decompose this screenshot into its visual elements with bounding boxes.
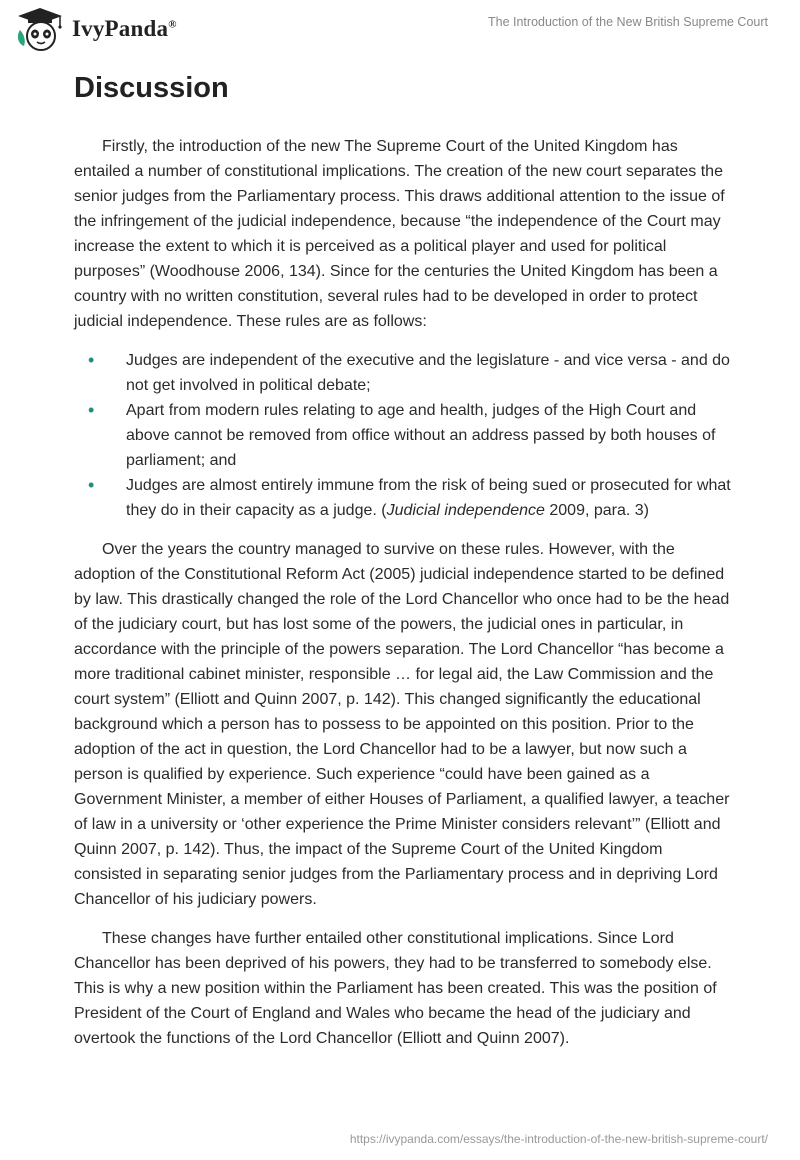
document-header-title: The Introduction of the New British Supreme Court — [488, 15, 768, 29]
brand-name: IvyPanda® — [72, 16, 177, 41]
rules-list — [74, 348, 734, 523]
list-item — [74, 398, 734, 473]
paragraph-3: These changes have further entailed other constitutional implications. Since Lord Chancellor has been deprived of his powers, they had to be transferred to somebody else. This is why a new position within the Parliament has been created. This was the position of President of the Court of England and Wales who became the head of the judiciary and overtook the functions of the Lord Chancellor (Elliott and Quinn 2007). — [74, 930, 717, 1047]
bullet-icon: • — [88, 475, 95, 495]
paragraph-1: Firstly, the introduction of the new The Supreme Court of the United Kingdom has entailed a number of constitutional implications. The creation of the new court separates the senior judges from the Parliamentary process. This draws additional attention to the issue of the infringement of the judicial independence, because “the independence of the Court may increase the extent to which it is perceived as a political player and used for political purposes” (Woodhouse 2006, 134). Since for the centuries the United Kingdom has been a country with no written constitution, several rules had to be developed in order to protect judicial independence. These rules are as follows: — [74, 138, 725, 330]
list-item-text: Judges are independent of the executive and the legislature - and vice versa - and do not get involved in political debate; — [126, 352, 730, 394]
bullet-icon: • — [88, 350, 95, 370]
ivypanda-logo[interactable] — [14, 6, 177, 52]
bullet-icon: • — [88, 400, 95, 420]
list-item-text: Judges are almost entirely immune from the risk of being sued or prosecuted for what they do in their capacity as a judge. (Judicial independence 2009, para. 3) — [126, 477, 731, 519]
panda-graduate-icon — [14, 6, 66, 52]
list-item — [74, 348, 734, 398]
source-url[interactable]: https://ivypanda.com/essays/the-introduction-of-the-new-british-supreme-court/ — [349, 1132, 768, 1146]
paragraph-2: Over the years the country managed to survive on these rules. However, with the adoption of the Constitutional Reform Act (2005) judicial independence started to be defined by law. This drastically changed the role of the Lord Chancellor who once had to be the head of the judiciary court, but has lost some of the powers, the judicial ones in particular, in accordance with the principle of the powers separation. The Lord Chancellor “has become a more traditional cabinet minister, responsible … for legal aid, the Law Commission and the court system” (Elliott and Quinn 2007, p. 142). This changed significantly the educational background which a person has to possess to be appointed on this position. Prior to the adoption of the act in question, the Lord Chancellor had to be a lawyer, but now such a person is qualified by experience. Such experience “could have been gained as a Government Minister, a member of either Houses of Parliament, a qualified lawyer, a teacher of law in a university or ‘other experience the Prime Minister considers relevant’” (Elliott and Quinn 2007, p. 142). Thus, the impact of the Supreme Court of the United Kingdom consisted in separating senior judges from the Parliamentary process and in depriving Lord Chancellor of his judiciary powers. — [74, 541, 730, 908]
list-item — [74, 473, 734, 523]
section-title: Discussion — [74, 72, 229, 104]
list-item-text: Apart from modern rules relating to age and health, judges of the High Court and above cannot be removed from office without an address passed by both houses of parliament; and — [126, 402, 716, 469]
essay-body — [74, 134, 734, 1051]
citation-title: Judicial independence — [386, 502, 545, 519]
